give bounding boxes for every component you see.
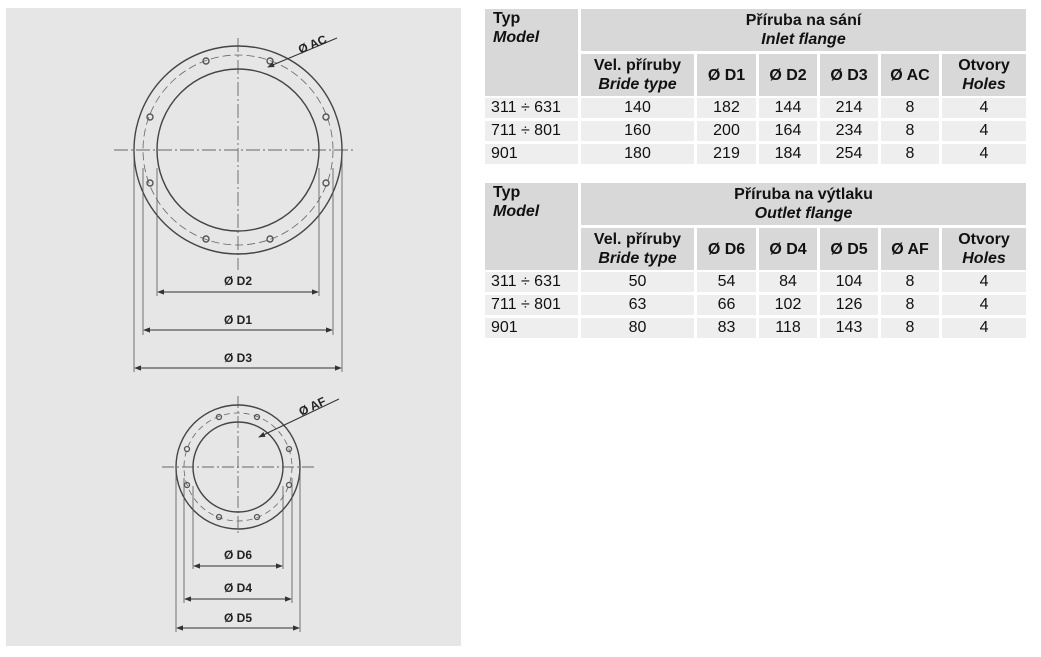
- ac-cell: 8: [881, 144, 939, 167]
- d1-label: Ø D1: [223, 313, 253, 327]
- d6-label: Ø D6: [223, 548, 253, 562]
- d3-label: Ø D3: [223, 351, 253, 365]
- holes-header: [942, 225, 1026, 270]
- outlet-flange-table: [482, 183, 1029, 341]
- outlet-flange-title: Příruba na výtlaku: [734, 186, 873, 203]
- bride-type-en: Bride type: [598, 250, 677, 267]
- col-d3-header: Ø D3: [820, 51, 878, 96]
- col-d6-header: Ø D6: [697, 225, 756, 270]
- d6-cell: 83: [697, 318, 756, 341]
- bride-type-cz: Vel. příruby: [593, 57, 682, 74]
- d4-label: Ø D4: [223, 581, 253, 595]
- d1-cell: 182: [697, 98, 756, 121]
- col-ac-header: Ø AC: [881, 51, 939, 96]
- outlet-flange-title-en: Outlet flange: [754, 205, 853, 222]
- bride-type-cz: Vel. příruby: [593, 231, 682, 248]
- model-cell: 311 ÷ 631: [485, 272, 578, 295]
- col-d2-header: Ø D2: [759, 51, 817, 96]
- holes-cell: 4: [942, 272, 1026, 295]
- bride-cell: 160: [581, 121, 694, 144]
- outlet-flange-title-cell: [581, 183, 1026, 225]
- d6-cell: 66: [697, 295, 756, 318]
- d3-cell: 234: [820, 121, 878, 144]
- model-cell: 901: [485, 144, 578, 167]
- inlet-flange-table: [482, 9, 1029, 167]
- d1-cell: 219: [697, 144, 756, 167]
- af-cell: 8: [881, 272, 939, 295]
- model-cell: 711 ÷ 801: [485, 295, 578, 318]
- d3-cell: 254: [820, 144, 878, 167]
- table-row: [485, 98, 1026, 121]
- holes-cz: Otvory: [958, 231, 1010, 248]
- d1-cell: 200: [697, 121, 756, 144]
- ac-cell: 8: [881, 121, 939, 144]
- bride-cell: 63: [581, 295, 694, 318]
- flange-drawing-panel: [6, 8, 461, 646]
- d2-label: Ø D2: [223, 274, 253, 288]
- table-row: [485, 295, 1026, 318]
- model-cell: 711 ÷ 801: [485, 121, 578, 144]
- bride-cell: 140: [581, 98, 694, 121]
- d3-cell: 214: [820, 98, 878, 121]
- table-row: [485, 121, 1026, 144]
- bride-type-en: Bride type: [598, 76, 677, 93]
- af-cell: 8: [881, 318, 939, 341]
- holes-cell: 4: [942, 318, 1026, 341]
- table-row: [485, 318, 1026, 341]
- d5-cell: 104: [820, 272, 878, 295]
- d2-cell: 164: [759, 121, 817, 144]
- holes-cell: 4: [942, 121, 1026, 144]
- holes-en: Holes: [962, 76, 1006, 93]
- col-d5-header: Ø D5: [820, 225, 878, 270]
- typ-label: Typ: [493, 10, 521, 27]
- bride-cell: 180: [581, 144, 694, 167]
- table-row: [485, 144, 1026, 167]
- ac-cell: 8: [881, 98, 939, 121]
- holes-cz: Otvory: [958, 57, 1010, 74]
- model-cell: 901: [485, 318, 578, 341]
- holes-en: Holes: [962, 250, 1006, 267]
- af-label: Ø AF: [296, 394, 329, 419]
- d6-cell: 54: [697, 272, 756, 295]
- inlet-flange-title: Příruba na sání: [745, 12, 862, 29]
- typ-model-header: [485, 9, 578, 96]
- inlet-flange-title-cell: [581, 9, 1026, 51]
- model-label: Model: [493, 203, 540, 220]
- col-d1-header: Ø D1: [697, 51, 756, 96]
- model-label: Model: [493, 29, 540, 46]
- d5-cell: 143: [820, 318, 878, 341]
- bride-type-header: [581, 225, 694, 270]
- d4-cell: 84: [759, 272, 817, 295]
- d4-cell: 118: [759, 318, 817, 341]
- bride-cell: 80: [581, 318, 694, 341]
- af-cell: 8: [881, 295, 939, 318]
- col-d4-header: Ø D4: [759, 225, 817, 270]
- typ-label: Typ: [493, 184, 521, 201]
- table-row: [485, 272, 1026, 295]
- d5-label: Ø D5: [223, 611, 253, 625]
- typ-model-header: [485, 183, 578, 270]
- d4-cell: 102: [759, 295, 817, 318]
- bride-type-header: [581, 51, 694, 96]
- d2-cell: 144: [759, 98, 817, 121]
- outlet-flange-drawing: [162, 396, 339, 632]
- d5-cell: 126: [820, 295, 878, 318]
- model-cell: 311 ÷ 631: [485, 98, 578, 121]
- inlet-flange-title-en: Inlet flange: [761, 31, 846, 48]
- holes-cell: 4: [942, 295, 1026, 318]
- ac-label: Ø AC: [296, 32, 329, 57]
- holes-cell: 4: [942, 98, 1026, 121]
- flange-drawings: [6, 8, 461, 646]
- holes-header: [942, 51, 1026, 96]
- col-af-header: Ø AF: [881, 225, 939, 270]
- d2-cell: 184: [759, 144, 817, 167]
- holes-cell: 4: [942, 144, 1026, 167]
- bride-cell: 50: [581, 272, 694, 295]
